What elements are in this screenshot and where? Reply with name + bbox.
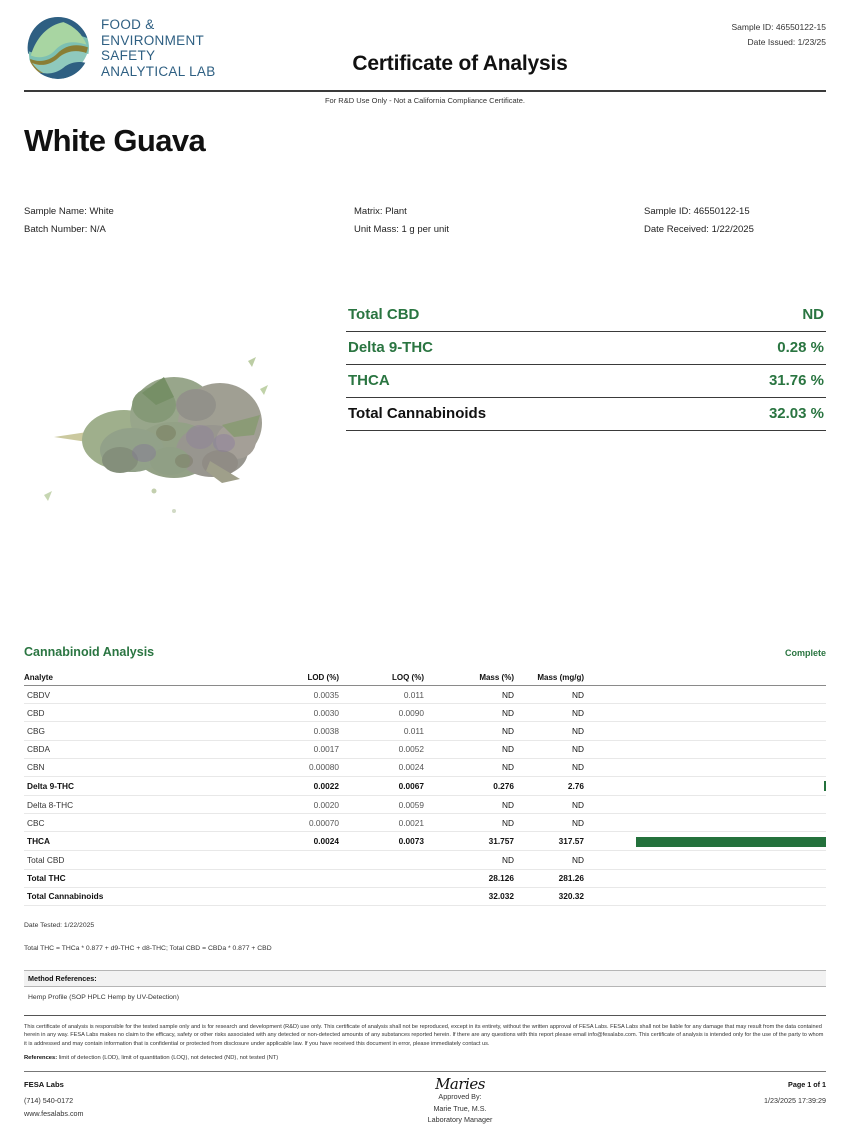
lab-logo — [24, 14, 324, 82]
cell-loq: 0.011 — [339, 686, 424, 704]
table-row — [24, 832, 826, 851]
cell-loq — [339, 887, 424, 905]
cell-loq: 0.0090 — [339, 704, 424, 722]
cell-loq — [339, 851, 424, 869]
brand-line-1: FOOD & — [101, 17, 155, 32]
cell-mass-pct: ND — [424, 704, 514, 722]
cell-mass-pct: ND — [424, 758, 514, 776]
method-references-body: Hemp Profile (SOP HPLC Hemp by UV-Detection) — [28, 993, 179, 1001]
analysis-header — [24, 645, 826, 659]
cell-mass-mg: ND — [514, 814, 584, 832]
thc-formula: Total THC = THCa * 0.877 + d9-THC + d8-THC; Total CBD = CBDa * 0.877 + CBD — [24, 944, 272, 952]
cell-mass-pct: ND — [424, 814, 514, 832]
summary-results — [324, 265, 826, 615]
analysis-title: Cannabinoid Analysis — [24, 645, 155, 659]
cell-bar — [584, 740, 826, 758]
cell-bar — [584, 832, 826, 851]
table-row — [24, 887, 826, 905]
cell-lod — [254, 887, 339, 905]
cell-mass-mg: ND — [514, 704, 584, 722]
summary-value: ND — [802, 306, 824, 323]
middle-section — [24, 265, 826, 615]
cell-mass-pct: 0.276 — [424, 776, 514, 795]
col-mass-pct: Mass (%) — [424, 673, 514, 686]
approver-title: Laboratory Manager — [427, 1115, 493, 1125]
cell-lod — [254, 851, 339, 869]
results-table — [24, 673, 826, 906]
summary-row — [346, 332, 826, 365]
cell-mass-pct: 28.126 — [424, 869, 514, 887]
document-title-wrap — [324, 14, 596, 76]
brand-line-3: SAFETY — [101, 48, 156, 63]
summary-row — [346, 398, 826, 431]
summary-row — [346, 365, 826, 398]
cell-bar — [584, 814, 826, 832]
summary-value: 31.76 % — [768, 372, 824, 389]
references-line — [24, 1055, 826, 1061]
cell-mass-mg: 2.76 — [514, 776, 584, 795]
summary-value: 32.03 % — [768, 405, 824, 422]
cell-mass-pct: ND — [424, 795, 514, 813]
batch-number: Batch Number: N/A — [24, 224, 106, 235]
footer-website[interactable]: www.fesalabs.com — [24, 1108, 84, 1118]
col-analyte: Analyte — [24, 673, 254, 686]
unit-mass: Unit Mass: 1 g per unit — [354, 224, 450, 235]
date-received: Date Received: 1/22/2025 — [644, 224, 754, 235]
sample-name: Sample Name: White — [24, 206, 114, 217]
product-title: White Guava — [24, 123, 206, 158]
cell-lod: 0.0035 — [254, 686, 339, 704]
page-number: Page 1 of 1 — [788, 1079, 826, 1089]
cell-bar — [584, 704, 826, 722]
cell-mass-mg: ND — [514, 851, 584, 869]
cell-bar — [584, 776, 826, 795]
brand-line-2: ENVIRONMENT — [101, 32, 205, 48]
cell-lod: 0.0020 — [254, 795, 339, 813]
method-references-header: Method References: — [24, 970, 826, 987]
brand-line-4: ANALYTICAL LAB — [101, 63, 216, 79]
cell-analyte: CBG — [24, 722, 254, 740]
table-header-row — [24, 673, 826, 686]
cell-lod: 0.0030 — [254, 704, 339, 722]
cell-analyte: CBDA — [24, 740, 254, 758]
value-bar — [824, 781, 826, 791]
page-title: Certificate of Analysis — [352, 52, 568, 75]
cell-loq — [339, 869, 424, 887]
table-row — [24, 851, 826, 869]
summary-row — [346, 299, 826, 332]
table-row — [24, 795, 826, 813]
cell-analyte: Delta 9-THC — [24, 776, 254, 795]
cell-mass-mg: 320.32 — [514, 887, 584, 905]
header-meta — [596, 14, 826, 50]
footer-contact — [24, 1079, 324, 1121]
leaf-circle-logo-icon — [24, 14, 92, 82]
cell-loq: 0.011 — [339, 722, 424, 740]
cell-loq: 0.0024 — [339, 758, 424, 776]
references-label: References: — [24, 1054, 58, 1061]
cell-lod: 0.00080 — [254, 758, 339, 776]
cell-mass-pct: ND — [424, 722, 514, 740]
table-row — [24, 686, 826, 704]
table-row — [24, 814, 826, 832]
cell-lod: 0.0024 — [254, 832, 339, 851]
sample-photo — [24, 265, 324, 615]
footer-page-info — [596, 1079, 826, 1108]
cell-analyte: CBDV — [24, 686, 254, 704]
cell-mass-pct: ND — [424, 851, 514, 869]
sample-info-col-1 — [24, 203, 354, 239]
page-header — [24, 0, 826, 90]
cell-loq: 0.0052 — [339, 740, 424, 758]
col-bar — [584, 673, 826, 686]
cell-mass-mg: ND — [514, 758, 584, 776]
summary-label: Delta 9-THC — [348, 339, 434, 356]
cell-analyte: Total Cannabinoids — [24, 887, 254, 905]
cell-lod: 0.0038 — [254, 722, 339, 740]
cell-analyte: CBN — [24, 758, 254, 776]
cell-mass-mg: 317.57 — [514, 832, 584, 851]
cell-mass-mg: ND — [514, 722, 584, 740]
cell-mass-mg: 281.26 — [514, 869, 584, 887]
footer-lab-name: FESA Labs — [24, 1079, 64, 1089]
cell-analyte: Total THC — [24, 869, 254, 887]
cell-analyte: Delta 8-THC — [24, 795, 254, 813]
table-row — [24, 776, 826, 795]
compliance-subtitle: For R&D Use Only - Not a California Compliance Certificate. — [324, 96, 526, 105]
footer-approval — [324, 1074, 596, 1126]
sample-id: Sample ID: 46550122-15 — [644, 206, 750, 217]
cell-loq: 0.0021 — [339, 814, 424, 832]
col-mass-mg: Mass (mg/g) — [514, 673, 584, 686]
cell-loq: 0.0073 — [339, 832, 424, 851]
footer-timestamp: 1/23/2025 17:39:29 — [764, 1096, 826, 1106]
cell-bar — [584, 795, 826, 813]
summary-value: 0.28 % — [777, 339, 824, 356]
summary-label: Total Cannabinoids — [348, 405, 487, 422]
analysis-notes — [24, 919, 826, 956]
sample-info-col-2 — [354, 203, 644, 239]
cell-mass-mg: ND — [514, 795, 584, 813]
cell-analyte: CBD — [24, 704, 254, 722]
status-badge: Complete — [784, 648, 826, 658]
references-text: limit of detection (LOD), limit of quantitation (LOQ), not detected (ND), not tested (NT) — [58, 1054, 279, 1061]
lab-name-text — [101, 17, 216, 79]
cell-mass-pct: ND — [424, 740, 514, 758]
cannabinoid-analysis-section — [24, 645, 826, 1001]
cell-bar — [584, 722, 826, 740]
col-lod: LOD (%) — [254, 673, 339, 686]
cell-analyte: THCA — [24, 832, 254, 851]
table-row — [24, 704, 826, 722]
cell-mass-pct: 32.032 — [424, 887, 514, 905]
signature: Maries — [435, 1074, 485, 1093]
summary-label: THCA — [348, 372, 390, 389]
header-date-issued: Date Issued: 1/23/25 — [747, 37, 826, 47]
cell-mass-pct: ND — [424, 686, 514, 704]
approved-by-label: Approved By: — [438, 1092, 482, 1102]
value-bar — [636, 837, 826, 847]
matrix: Matrix: Plant — [354, 206, 407, 217]
sample-info-col-3 — [644, 203, 844, 239]
approver-name: Marie True, M.S. — [433, 1103, 487, 1113]
cell-loq: 0.0059 — [339, 795, 424, 813]
cell-lod: 0.0017 — [254, 740, 339, 758]
table-row — [24, 740, 826, 758]
cell-lod — [254, 869, 339, 887]
cell-mass-mg: ND — [514, 686, 584, 704]
legal-disclaimer: This certificate of analysis is responsible for the tested sample only and is for research and development (R&D) use only. This certificate of analysis shall not be reproduced, except in its entirety, without the written approval of FESA Labs. FESA Labs shall not be liable for any damage that may result from the data contained herein in any way. FESA Labs makes no claim to the efficacy, safety or other risks associated with any detected or non-detected amounts of any substances reported herein. If there are any questions with this report please email info@fesalabs.com. This certificate of analysis is intended only for the use of the party to whom it is addressed and may contain information that is confidential or protected from disclosure under applicable law. If you have received this document in error, please immediately contact us. — [24, 1015, 826, 1049]
cell-bar — [584, 887, 826, 905]
results-table-body — [24, 686, 826, 906]
summary-label: Total CBD — [348, 306, 420, 323]
page-footer — [24, 1071, 826, 1126]
sample-info-block — [24, 203, 826, 239]
header-sample-id: Sample ID: 46550122-15 — [731, 22, 826, 32]
footer-phone[interactable]: (714) 540-0172 — [24, 1096, 74, 1106]
cell-bar — [584, 686, 826, 704]
date-tested: Date Tested: 1/22/2025 — [24, 921, 95, 929]
cell-bar — [584, 869, 826, 887]
cell-analyte: Total CBD — [24, 851, 254, 869]
cell-bar — [584, 851, 826, 869]
cell-bar — [584, 758, 826, 776]
cell-mass-mg: ND — [514, 740, 584, 758]
table-row — [24, 758, 826, 776]
cell-loq: 0.0067 — [339, 776, 424, 795]
table-row — [24, 722, 826, 740]
cell-mass-pct: 31.757 — [424, 832, 514, 851]
col-loq: LOQ (%) — [339, 673, 424, 686]
cell-lod: 0.00070 — [254, 814, 339, 832]
cell-lod: 0.0022 — [254, 776, 339, 795]
cell-analyte: CBC — [24, 814, 254, 832]
table-row — [24, 869, 826, 887]
